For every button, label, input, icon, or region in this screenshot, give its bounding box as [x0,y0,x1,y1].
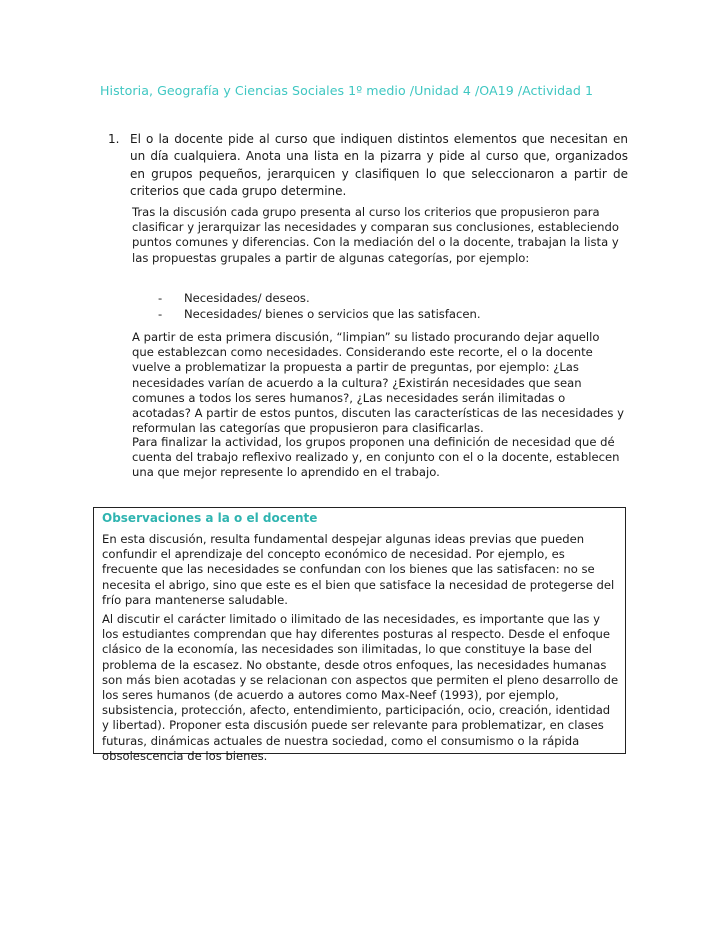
paragraph-text: Para finalizar la actividad, los grupos proponen una definición de necesidad que dé cuenta del trabajo reflexivo realizado y, en conjunto con el o la docente, establecen una que mejor represente lo aprendido en el trabajo. [132,435,620,480]
observations-paragraph-2: Al discutir el carácter limitado o ilimitado de las necesidades, es importante que las y los estudiantes comprendan que hay diferentes posturas al respecto. Desde el enfoque clásico de la economía, las necesidades son ilimitadas, lo que constituye la base del problema de la escasez. No obstante, desde otros enfoques, las necesidades humanas son más bien acotadas y se relacionan con aspectos que permiten el pleno desarrollo de los seres humanos (de acuerdo a autores como Max-Neef (1993), por ejemplo, subsistencia, protección, afecto, entendimiento, participación, ocio, creación, identidad y libertad). Proponer esta discusión puede ser relevante para problematizar, en clases futuras, dinámicas actuales de nuestra sociedad, como el consumismo o la rápida obsolescencia de los bienes. [102,612,619,763]
page-title: Historia, Geografía y Ciencias Sociales 1º medio /Unidad 4 /OA19 /Actividad 1 [100,83,594,98]
bullet-text: Necesidades/ bienes o servicios que las satisfacen. [184,306,481,321]
activity-list [108,131,628,200]
category-bullets [158,291,481,322]
list-number: 1. [108,132,120,146]
paragraph-text: A partir de esta primera discusión, “limpian” su listado procurando dejar aquello que establezcan como necesidades. Considerando este recorte, el o la docente vuelve a problematizar la propuesta a partir de preguntas, por ejemplo: ¿Las necesidades varían de acuerdo a la cultura? ¿Existirán necesidades que sean comunes a todos los seres humanos?, ¿Las necesidades serán ilimitadas o acotadas? A partir de estos puntos, discuten las características de las necesidades y reformulan las categorías que propusieron para clasificarlas. [132,330,624,436]
activity-paragraph-2 [132,330,624,436]
activity-paragraph-3 [132,435,624,481]
bullet-item [158,291,481,307]
paragraph-text: Tras la discusión cada grupo presenta al curso los criterios que propusieron para clasificar y jerarquizar las necesidades y comparan sus conclusiones, estableciendo puntos comunes y diferencias. Con la mediación del o la docente, trabajan la lista y las propuestas grupales a partir de algunas categorías, por ejemplo: [132,205,619,265]
bullet-text: Necesidades/ deseos. [184,291,310,305]
observations-paragraph-1: En esta discusión, resulta fundamental despejar algunas ideas previas que pueden confundir el aprendizaje del concepto económico de necesidad. Por ejemplo, es frecuente que las necesidades se confundan con los bienes que las satisfacen: no se necesita el abrigo, sino que este es el bien que satisface la necesidad de protegerse del frío para mantenerse saludable. [102,532,615,607]
observations-box [93,507,626,763]
observations-title: Observaciones a la o el docente [102,511,318,525]
bullet-item [158,307,481,323]
dash-icon: - [158,306,163,321]
activity-paragraph-1 [132,205,624,266]
activity-intro: El o la docente pide al curso que indiquen distintos elementos que necesitan en un día cualquiera. Anota una lista en la pizarra y pide al curso que, organizados en grupos pequeños, jerarquicen y clasifiquen lo que seleccionaron a partir de criterios que cada grupo determine. [130,132,628,198]
dash-icon: - [158,291,163,305]
